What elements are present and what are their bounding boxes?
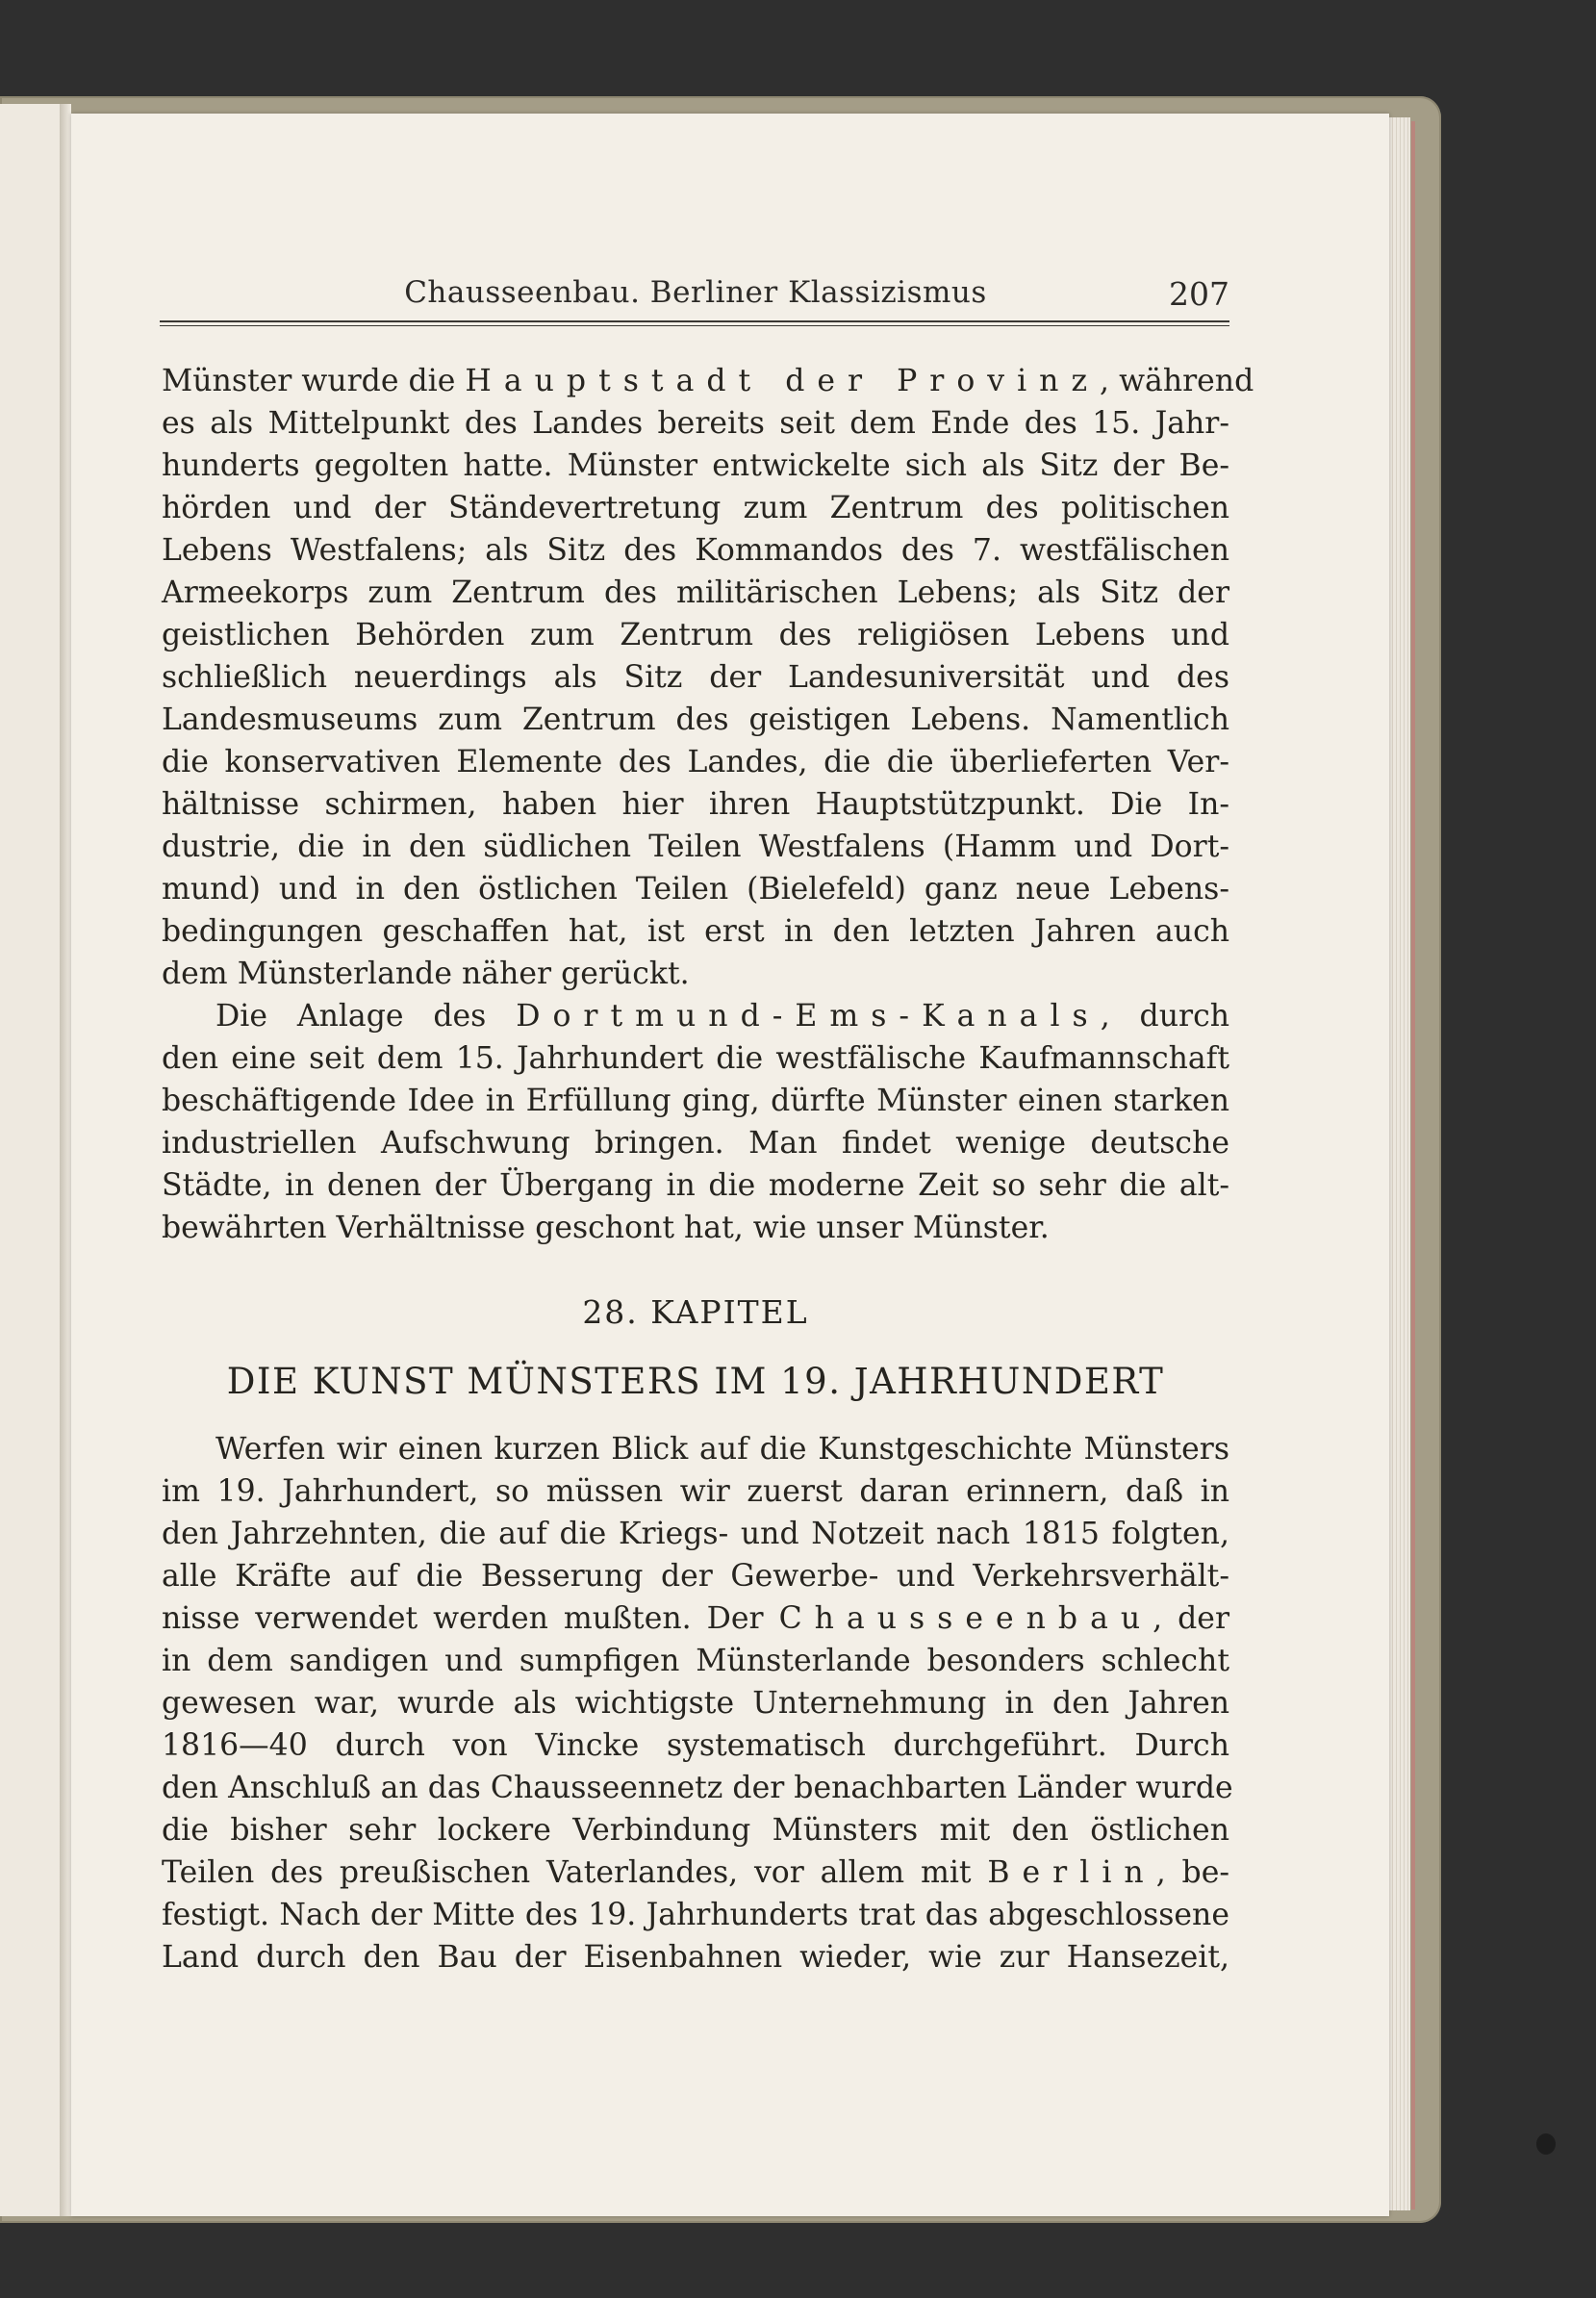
text-line bbox=[162, 1809, 1229, 1851]
text-line bbox=[162, 1682, 1229, 1724]
text-line bbox=[162, 445, 1229, 487]
text-line bbox=[162, 1513, 1229, 1555]
text-line bbox=[162, 826, 1229, 868]
spaced-emphasis: Berlin bbox=[987, 1855, 1156, 1890]
running-title: Chausseenbau. Berliner Klassizismus bbox=[404, 275, 987, 310]
text-segment: Münster wurde die bbox=[162, 364, 466, 398]
text-segment: im 19. Jahrhundert, so müssen wir zuerst daran erinnern, daß in bbox=[162, 1474, 1229, 1509]
text-line bbox=[162, 741, 1229, 783]
text-segment: bedingungen geschaffen hat, ist erst in den letzten Jahren auch bbox=[162, 914, 1229, 949]
text-line bbox=[162, 1640, 1229, 1682]
text-line bbox=[162, 1207, 1229, 1249]
black-dot-mark bbox=[1536, 2133, 1556, 2155]
text-line bbox=[162, 572, 1229, 614]
text-line bbox=[162, 1080, 1229, 1122]
text-segment: den eine seit dem 15. Jahrhundert die westfälische Kaufmannschaft bbox=[162, 1041, 1229, 1076]
text-segment: Städte, in denen der Übergang in die moderne Zeit so sehr die alt- bbox=[162, 1168, 1229, 1203]
text-line bbox=[162, 1851, 1229, 1894]
text-line bbox=[162, 487, 1229, 529]
left-page-edge bbox=[0, 104, 67, 2216]
text-line bbox=[162, 1597, 1229, 1640]
text-segment: beschäftigende Idee in Erfüllung ging, dürfte Münster einen starken bbox=[162, 1084, 1229, 1118]
text-segment: schließlich neuerdings als Sitz der Landesuniversität und des bbox=[162, 660, 1229, 695]
text-segment: , be- bbox=[1155, 1855, 1229, 1890]
text-segment: festigt. Nach der Mitte des 19. Jahrhunderts trat das abgeschlossene bbox=[162, 1898, 1229, 1932]
text-segment: Werfen wir einen kurzen Blick auf die Kunstgeschichte Münsters bbox=[215, 1432, 1229, 1467]
text-line bbox=[162, 910, 1229, 953]
text-segment: dustrie, die in den südlichen Teilen Westfalens (Hamm und Dort- bbox=[162, 830, 1229, 864]
text-line bbox=[162, 1470, 1229, 1513]
text-line bbox=[162, 529, 1229, 572]
text-segment: Armeekorps zum Zentrum des militärischen Lebens; als Sitz der bbox=[162, 575, 1229, 610]
text-line bbox=[162, 1936, 1229, 1979]
text-line bbox=[162, 1767, 1233, 1809]
text-segment: mund) und in den östlichen Teilen (Bielefeld) ganz neue Lebens- bbox=[162, 872, 1229, 906]
text-segment: bewährten Verhältnisse geschont hat, wie unser Münster. bbox=[162, 1211, 1050, 1245]
text-segment: Land durch den Bau der Eisenbahnen wieder, wie zur Hansezeit, bbox=[162, 1940, 1229, 1975]
chapter-number: 28. KAPITEL bbox=[582, 1293, 809, 1331]
page-number: 207 bbox=[1169, 275, 1229, 313]
text-segment: in dem sandigen und sumpfigen Münsterlande besonders schlecht bbox=[162, 1644, 1229, 1678]
text-line bbox=[162, 614, 1229, 656]
text-line bbox=[162, 1894, 1229, 1936]
text-segment: , während bbox=[1100, 364, 1254, 398]
text-line bbox=[162, 868, 1229, 910]
text-line bbox=[162, 1122, 1229, 1164]
text-line bbox=[162, 1555, 1229, 1597]
page-edge-red-stain bbox=[1411, 121, 1415, 2209]
text-segment: die bisher sehr lockere Verbindung Münsters mit den östlichen bbox=[162, 1813, 1229, 1848]
text-line bbox=[162, 783, 1229, 826]
text-segment: nisse verwendet werden mußten. Der bbox=[162, 1601, 779, 1636]
text-segment: den Jahrzehnten, die auf die Kriegs- und Notzeit nach 1815 folgten, bbox=[162, 1517, 1229, 1551]
text-segment: Teilen des preußischen Vaterlandes, vor allem mit bbox=[162, 1855, 988, 1890]
text-line bbox=[162, 1164, 1229, 1207]
text-segment: Die Anlage des bbox=[215, 999, 517, 1034]
text-segment: geistlichen Behörden zum Zentrum des religiösen Lebens und bbox=[162, 618, 1229, 652]
text-line bbox=[162, 360, 1254, 402]
spaced-emphasis: Chausseenbau bbox=[778, 1601, 1153, 1636]
text-segment: , der bbox=[1153, 1601, 1230, 1636]
chapter-title: DIE KUNST MÜNSTERS IM 19. JAHRHUNDERT bbox=[226, 1361, 1165, 1402]
text-line bbox=[162, 1037, 1229, 1080]
spaced-emphasis: Hauptstadt der Provinz bbox=[465, 364, 1101, 398]
text-line bbox=[162, 656, 1229, 699]
text-segment: Lebens Westfalens; als Sitz des Kommandos des 7. westfälischen bbox=[162, 533, 1229, 568]
text-line bbox=[162, 995, 1229, 1037]
text-line bbox=[162, 402, 1229, 445]
text-segment: den Anschluß an das Chausseennetz der benachbarten Länder wurde bbox=[162, 1771, 1233, 1805]
text-segment: dem Münsterlande näher gerückt. bbox=[162, 957, 690, 991]
text-segment: 1816—40 durch von Vincke systematisch durchgeführt. Durch bbox=[162, 1728, 1229, 1763]
gutter-shadow bbox=[60, 104, 71, 2216]
text-segment: hunderts gegolten hatte. Münster entwickelte sich als Sitz der Be- bbox=[162, 448, 1229, 483]
text-segment: hörden und der Ständevertretung zum Zentrum des politischen bbox=[162, 491, 1229, 525]
text-line bbox=[162, 1724, 1229, 1767]
text-segment: hältnisse schirmen, haben hier ihren Hauptstützpunkt. Die In- bbox=[162, 787, 1229, 822]
text-segment: , durch bbox=[1100, 999, 1229, 1034]
text-segment: industriellen Aufschwung bringen. Man findet wenige deutsche bbox=[162, 1126, 1229, 1161]
running-head bbox=[162, 275, 1229, 319]
text-segment: die konservativen Elemente des Landes, die die überlieferten Ver- bbox=[162, 745, 1229, 779]
text-segment: gewesen war, wurde als wichtigste Unternehmung in den Jahren bbox=[162, 1686, 1229, 1721]
text-segment: es als Mittelpunkt des Landes bereits seit dem Ende des 15. Jahr- bbox=[162, 406, 1229, 441]
spaced-emphasis: Dortmund-Ems-Kanals bbox=[516, 999, 1101, 1034]
text-segment: Landesmuseums zum Zentrum des geistigen Lebens. Namentlich bbox=[162, 702, 1229, 737]
text-segment: alle Kräfte auf die Besserung der Gewerbe- und Verkehrsverhält- bbox=[162, 1559, 1229, 1594]
text-line bbox=[162, 699, 1229, 741]
header-double-rule bbox=[160, 320, 1229, 326]
text-line bbox=[162, 1428, 1229, 1470]
text-line bbox=[162, 953, 1229, 995]
